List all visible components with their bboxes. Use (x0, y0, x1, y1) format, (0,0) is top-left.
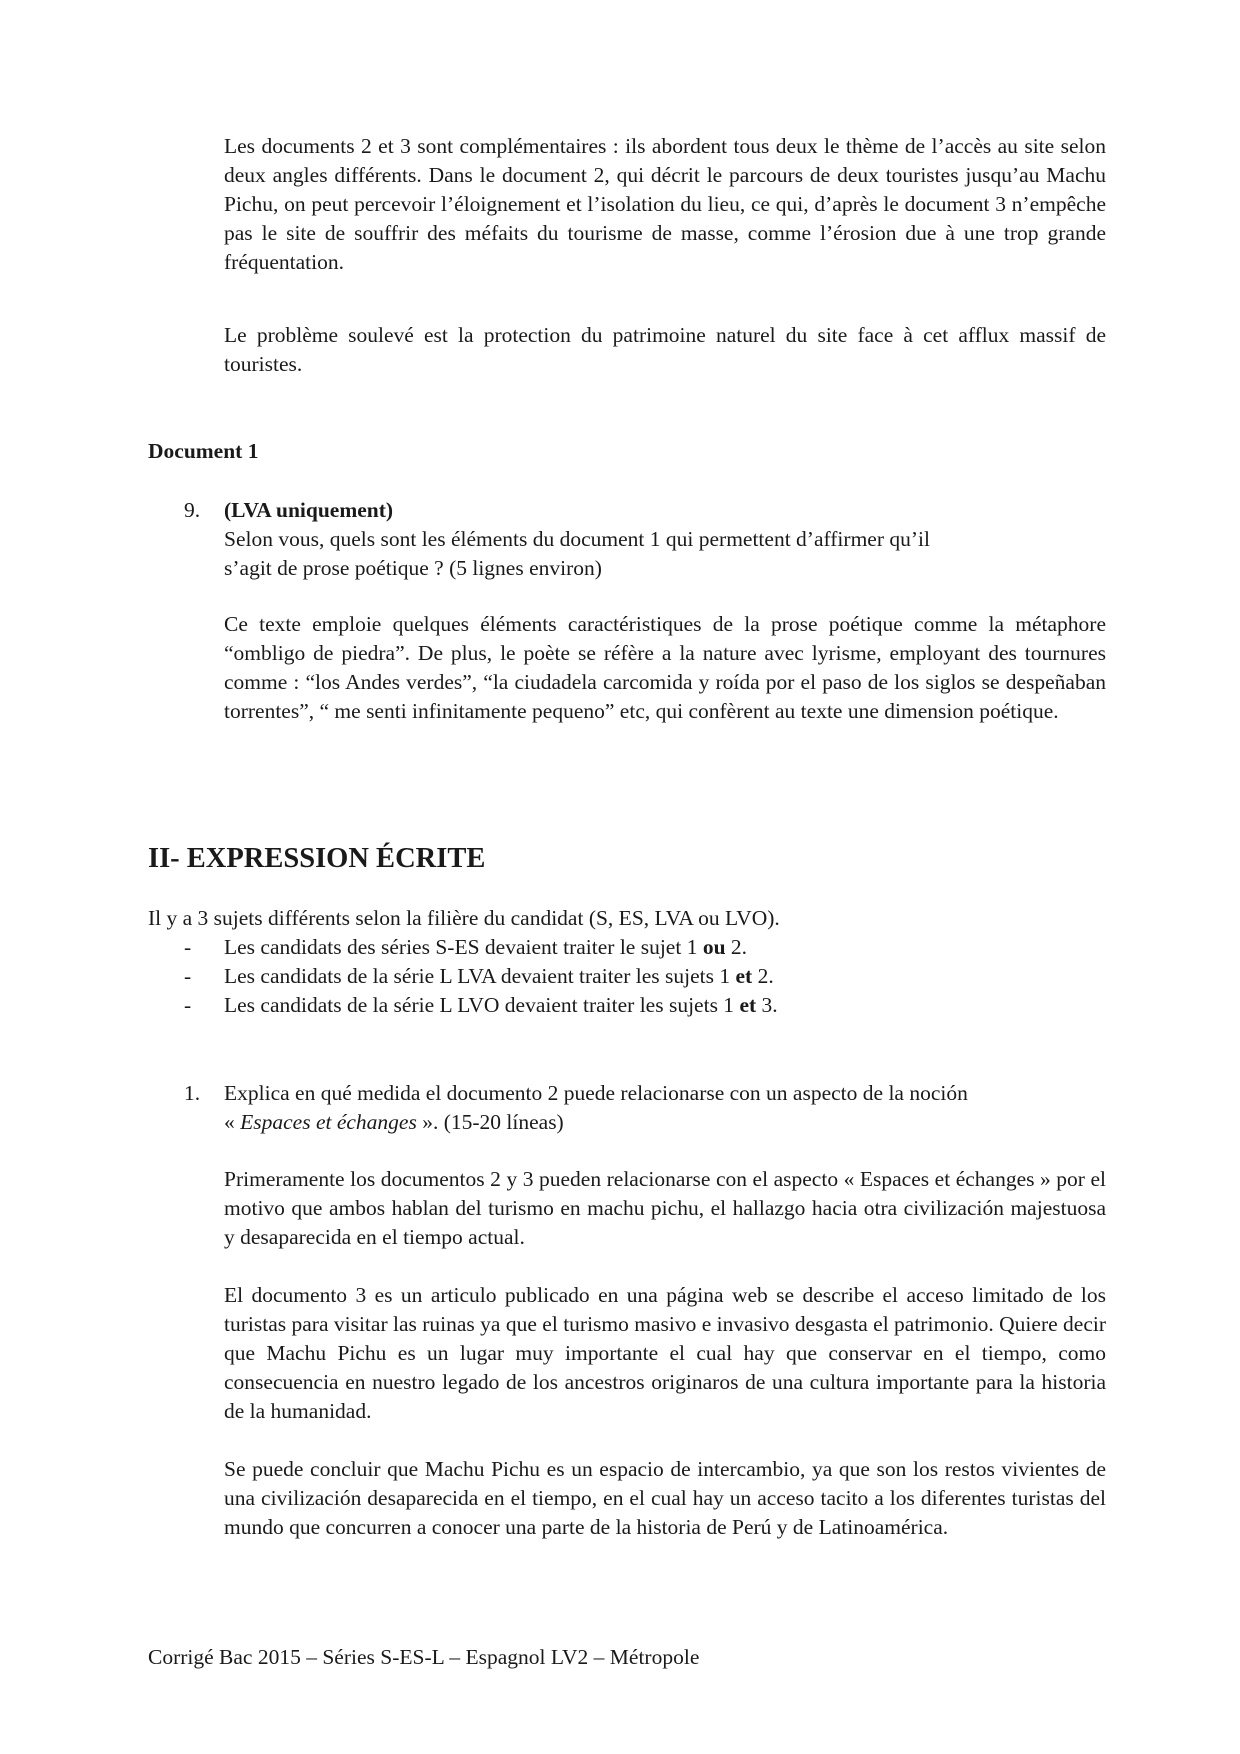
bullet-3-emphasis: et (739, 993, 757, 1017)
subject-1-prompt (224, 1079, 1106, 1137)
bullet-1-dash: - (184, 935, 192, 959)
bullet-3-dash: - (184, 993, 192, 1017)
subject-1-number: 1. (184, 1081, 201, 1105)
bullet-2 (224, 962, 1106, 991)
bullet-2-text: Les candidats de la série L LVA devaient traiter les sujets 1 (224, 964, 736, 988)
answer-paragraph-2: El documento 3 es un articulo publicado en una página web se describe el acceso limitado de los turistas para visitar las ruinas ya que el turismo masivo e invasivo desgasta el patrimonio. Quiere decir que Machu Pichu es un lugar muy importante el cual hay que conservar en el tiempo, como consecuencia en nuestro legado de los ancestros originaros de una cultura importante para la historia de la humanidad. (224, 1283, 1106, 1423)
bullet-1-end: 2. (725, 935, 748, 959)
answer-paragraph-1: Primeramente los documentos 2 y 3 pueden relacionarse con el aspecto « Espaces et échanges » por el motivo que ambos hablan del turismo en machu pichu, el hallazgo hacia otra civilización majestuosa y desaparecida en el tiempo actual. (224, 1167, 1106, 1249)
question-9-label: (LVA uniquement) (224, 498, 394, 522)
subject-1-line-2 (224, 1108, 1106, 1137)
intro-paragraph-2: Le problème soulevé est la protection du patrimoine naturel du site face à cet afflux massif de touristes. (224, 323, 1106, 376)
subject-1-notion: Espaces et échanges (240, 1110, 417, 1134)
answer-paragraph-3: Se puede concluir que Machu Pichu es un espacio de intercambio, ya que son los restos vivientes de una civilización desaparecida en el tiempo, en el cual hay un acceso tacito a los diferentes turistas del mundo que concurren a conocer una parte de la historia de Perú y de Latinoamérica. (224, 1457, 1106, 1539)
subject-1-line-2-end: ». (15-20 líneas) (416, 1110, 564, 1134)
page-footer: Corrigé Bac 2015 – Séries S-ES-L – Espagnol LV2 – Métropole (148, 1645, 700, 1669)
subject-1-line-1: Explica en qué medida el documento 2 puede relacionarse con un aspecto de la noción (224, 1081, 968, 1105)
bullet-3-end: 3. (756, 993, 778, 1017)
bullet-2-dash: - (184, 964, 192, 988)
bullet-2-end: 2. (752, 964, 774, 988)
question-9 (224, 496, 1106, 583)
question-9-number: 9. (184, 498, 201, 522)
bullet-3 (224, 991, 1106, 1020)
question-9-line-1: Selon vous, quels sont les éléments du document 1 qui permettent d’affirmer qu’il (224, 527, 930, 551)
intro-paragraph-1: Les documents 2 et 3 sont complémentaires : ils abordent tous deux le thème de l’accès au site selon deux angles différents. Dans le document 2, qui décrit le parcours de deux touristes jusqu’au Machu Pichu, on peut percevoir l’éloignement et l’isolation du lieu, ce qui, d’après le document 3 n’empêche pas le site de souffrir des méfaits du tourisme de masse, comme l’érosion due à une trop grande fréquentation. (224, 134, 1106, 274)
bullet-3-text: Les candidats de la série L LVO devaient traiter les sujets 1 (224, 993, 740, 1017)
subject-1-quote-open: « (224, 1110, 241, 1134)
bullet-1-emphasis: ou (702, 935, 726, 959)
bullet-2-emphasis: et (735, 964, 753, 988)
bullet-1-text: Les candidats des séries S-ES devaient traiter le sujet 1 (224, 935, 703, 959)
bullet-1 (224, 933, 1106, 962)
section-2-title: II- EXPRESSION ÉCRITE (148, 843, 486, 874)
section-2-intro: Il y a 3 sujets différents selon la filière du candidat (S, ES, LVA ou LVO). (148, 906, 780, 930)
document-1-heading: Document 1 (148, 439, 259, 463)
question-9-answer: Ce texte emploie quelques éléments caractéristiques de la prose poétique comme la métaphore “ombligo de piedra”. De plus, le poète se réfère a la nature avec lyrisme, employant des tournures comme : “los Andes verdes”, “la ciudadela carcomida y roída por el paso de los siglos se despeñaban torrentes”, “ me senti infinitamente pequeno” etc, qui confèrent au texte une dimension poétique. (224, 612, 1106, 723)
question-9-line-2: s’agit de prose poétique ? (5 lignes environ) (224, 556, 602, 580)
